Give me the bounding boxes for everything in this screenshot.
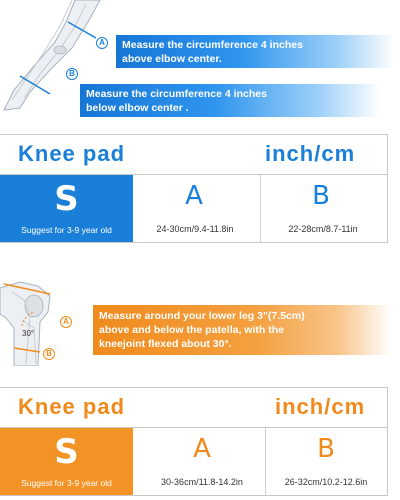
column-a-value: 30-36cm/11.8-14.2in [161, 477, 243, 487]
marker-a-icon: A [96, 37, 108, 49]
knee-instruction [93, 305, 391, 355]
arm-instruction-a [116, 35, 394, 68]
size-table-blue-title: Knee pad [18, 141, 126, 166]
column-a-letter: A [185, 181, 203, 211]
arm-instruction-a-line1: Measure the circumference 4 inches [122, 38, 303, 51]
column-a-letter: A [193, 434, 211, 464]
size-table-blue [0, 134, 388, 243]
arm-instruction-b [80, 84, 380, 117]
size-note: Suggest for 3-9 year old [21, 478, 112, 488]
size-table-orange-title: Knee pad [18, 394, 126, 419]
size-table-orange-units: inch/cm [275, 394, 366, 419]
knee-instruction-line1: Measure around your lower leg 3"(7.5cm) [99, 310, 305, 322]
size-table-blue-units: inch/cm [265, 141, 356, 166]
knee-marker-b-icon: B [43, 348, 55, 360]
knee-marker-a-icon: A [60, 316, 72, 328]
column-b-letter: B [312, 181, 330, 211]
size-table-orange [0, 387, 388, 496]
column-a-value: 24-30cm/9.4-11.8in [156, 224, 234, 234]
size-table-blue-header [0, 135, 387, 175]
size-note: Suggest for 3-9 year old [21, 225, 112, 235]
column-b-letter: B [317, 434, 335, 464]
size-cell-blue [0, 175, 133, 242]
knee-instruction-line2: above and below the patella, with the [99, 324, 284, 336]
size-letter: S [54, 432, 79, 472]
column-b-value: 22-28cm/8.7-11in [288, 224, 358, 234]
marker-b-icon: B [66, 68, 78, 80]
size-table-orange-row [0, 428, 387, 495]
size-table-blue-row [0, 175, 387, 242]
arm-instruction-b-line2: below elbow center . [86, 101, 189, 114]
knee-instruction-line3: kneejoint flexed about 30°. [99, 338, 232, 350]
size-table-orange-header [0, 388, 387, 428]
knee-angle-label: 30° [22, 329, 35, 338]
column-b-value: 26-32cm/10.2-12.6in [284, 477, 368, 487]
size-cell-orange [0, 428, 133, 495]
arm-instruction-a-line2: above elbow center. [122, 52, 222, 65]
arm-instruction-b-line1: Measure the circumference 4 inches [86, 87, 267, 100]
size-letter: S [54, 179, 79, 219]
